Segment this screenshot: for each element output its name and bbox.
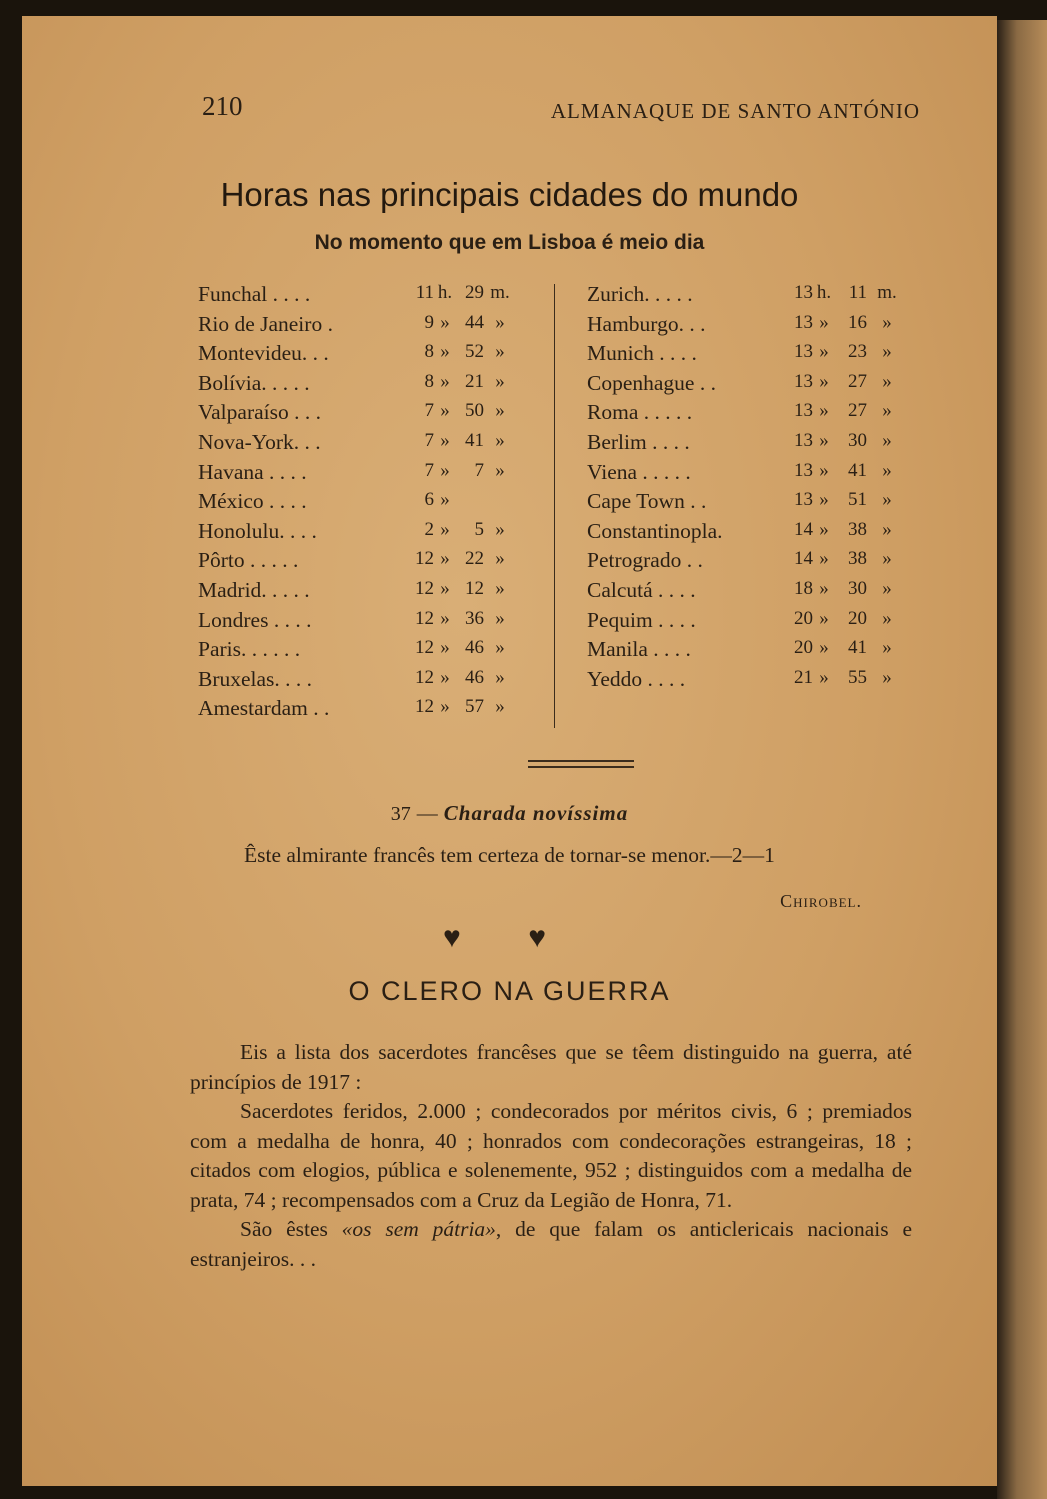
minute-value: 38 [848,548,867,570]
city-name: Paris. . . . . . [198,637,301,662]
minute-value: 30 [848,577,867,599]
time-row [198,519,543,549]
minute-unit: » [882,637,892,659]
puzzle-heading [22,801,997,826]
city-name: Berlim . . . . [587,429,690,454]
minute-value: 27 [848,400,867,422]
hour-value: 13 [794,429,813,451]
hour-value: 12 [415,696,434,718]
hour-unit: » [440,400,450,422]
minute-unit: » [882,489,892,511]
hour-unit: » [440,577,450,599]
time-row [198,637,543,667]
minute-unit: » [495,341,505,363]
paragraph-1: Eis a lista dos sacerdotes francêses que se têem distinguido na guerra, até princípios de 1917 : [190,1040,912,1094]
city-name: Pôrto . . . . . [198,548,299,573]
city-name: Londres . . . . [198,607,312,632]
minute-unit: » [495,400,505,422]
minute-unit: » [495,311,505,333]
minute-unit: m. [877,282,897,303]
hour-unit: » [819,311,829,333]
hour-unit: » [819,548,829,570]
paragraph-3-end: , de que falam os anticlericais nacionais e estranjeiros. . . [190,1217,912,1271]
city-name: Honolulu. . . . [198,518,317,543]
city-name: Munich . . . . [587,341,697,366]
hour-value: 18 [794,577,813,599]
hour-value: 12 [415,577,434,599]
paragraph-3-quote: «os sem pátria» [341,1217,496,1241]
hour-unit: » [819,637,829,659]
city-name: Amestardam . . [198,696,330,721]
time-row [587,460,952,490]
hour-value: 14 [794,548,813,570]
hour-value: 12 [415,607,434,629]
clero-section-title: O CLERO NA GUERRA [348,976,671,1006]
minute-unit: » [495,429,505,451]
time-row [587,519,952,549]
minute-unit: » [495,637,505,659]
hour-value: 8 [424,370,434,392]
hours-section-subtitle: No momento que em Lisboa é meio dia [314,231,705,254]
minute-value: 20 [848,607,867,629]
minute-value: 41 [848,459,867,481]
minute-unit: » [495,548,505,570]
minute-value: 41 [848,637,867,659]
book-page [22,16,997,1486]
minute-unit: » [495,666,505,688]
hour-unit: » [819,518,829,540]
hours-section-title: Horas nas principais cidades do mundo [220,176,799,213]
adjacent-page-edge [997,20,1047,1499]
minute-value: 36 [465,607,484,629]
puzzle-text: Êste almirante francês tem certeza de tornar-se menor.—2—1 [244,843,775,867]
minute-value: 41 [465,429,484,451]
minute-value: 30 [848,429,867,451]
minute-value: 11 [848,282,867,303]
minute-value: 57 [465,696,484,718]
minute-value: 52 [465,341,484,363]
page-header [202,91,920,131]
city-name: Cape Town . . [587,489,707,514]
city-name: Calcutá . . . . [587,577,696,602]
hour-unit: » [440,429,450,451]
hour-unit: » [440,637,450,659]
time-row [198,578,543,608]
hour-unit: » [440,370,450,392]
hour-unit: » [440,548,450,570]
minute-value: 55 [848,666,867,688]
section-separator [528,760,634,768]
time-row [587,282,952,312]
time-row [587,667,952,697]
minute-value: 12 [465,577,484,599]
hour-unit: » [440,459,450,481]
column-divider [554,284,555,728]
time-row [587,341,952,371]
city-name: Copenhague . . [587,370,716,395]
minute-unit: » [882,429,892,451]
minute-value: 23 [848,341,867,363]
hour-value: 8 [424,341,434,363]
hour-unit: h. [437,282,453,303]
hour-value: 20 [794,607,813,629]
minute-unit: » [882,607,892,629]
time-row [587,371,952,401]
time-row [198,608,543,638]
hour-value: 12 [415,637,434,659]
minute-value: 38 [848,518,867,540]
minute-value: 29 [465,282,484,303]
hour-value: 13 [794,459,813,481]
city-name: Havana . . . . [198,459,307,484]
minute-value: 22 [465,548,484,570]
time-row [198,371,543,401]
time-row [198,696,543,726]
hour-value: 13 [794,282,813,303]
hour-value: 7 [424,429,434,451]
hour-unit: » [819,370,829,392]
time-row [198,548,543,578]
city-name: Manila . . . . [587,637,691,662]
minute-value: 46 [465,666,484,688]
hour-unit: » [440,666,450,688]
minute-value: 44 [465,311,484,333]
time-row [198,667,543,697]
minute-unit: » [495,607,505,629]
hour-unit: » [819,607,829,629]
time-row [198,460,543,490]
minute-value: 27 [848,370,867,392]
hour-value: 21 [794,666,813,688]
minute-unit: » [882,341,892,363]
hour-value: 13 [794,341,813,363]
hour-unit: » [819,666,829,688]
paragraph-3 [190,1215,912,1274]
city-name: México . . . . [198,489,307,514]
city-name: Bruxelas. . . . [198,666,313,691]
time-row [587,578,952,608]
time-row [587,312,952,342]
puzzle-title: Charada novíssima [443,801,629,825]
minute-unit: » [495,518,505,540]
minute-value: 51 [848,489,867,511]
time-row [198,312,543,342]
minute-value: 5 [474,518,484,540]
hour-value: 13 [794,489,813,511]
hour-value: 2 [424,518,434,540]
city-name: Zurich. . . . . [587,282,693,306]
minute-value: 50 [465,400,484,422]
minute-unit: » [882,459,892,481]
minute-unit: » [882,400,892,422]
city-name: Constantinopla. [587,518,723,543]
time-row [587,608,952,638]
running-title: ALMANAQUE DE SANTO ANTÓNIO [550,99,920,123]
hour-unit: » [819,429,829,451]
time-row [198,400,543,430]
hour-value: 12 [415,548,434,570]
city-name: Bolívia. . . . . [198,370,310,395]
hour-unit: » [819,489,829,511]
city-name: Roma . . . . . [587,400,693,425]
time-row [198,341,543,371]
times-column-left [198,282,543,726]
minute-value: 7 [474,459,484,481]
city-name: Montevideu. . . [198,341,329,366]
minute-unit: » [495,696,505,718]
minute-unit: m. [490,282,510,303]
hour-unit: » [440,607,450,629]
city-name: Pequim . . . . [587,607,696,632]
hour-value: 14 [794,518,813,540]
minute-unit: » [495,459,505,481]
hour-value: 12 [415,666,434,688]
hour-unit: » [440,341,450,363]
city-name: Nova-York. . . [198,429,321,454]
city-name: Hamburgo. . . [587,311,706,336]
time-row [587,548,952,578]
hour-unit: h. [816,282,832,303]
hour-unit: » [819,341,829,363]
hour-unit: » [819,577,829,599]
hour-value: 7 [424,400,434,422]
paragraph-2: Sacerdotes feridos, 2.000 ; condecorados por méritos civis, 6 ; premiados com a medalha de honra, 40 ; honrados com condecorações estrangeiras, 18 ; citados com elogios, pública e solenemente, 952 ; distinguidos com a medalha de prata, 74 ; recompensados com a Cruz da Legião de Honra, 71. [190,1099,912,1212]
city-name: Valparaíso . . . [198,400,321,425]
hour-unit: » [819,400,829,422]
hour-value: 9 [424,311,434,333]
hour-value: 13 [794,400,813,422]
hour-value: 13 [794,311,813,333]
minute-unit: » [882,518,892,540]
time-row [198,282,543,312]
page-number: 210 [202,91,243,121]
hour-value: 7 [424,459,434,481]
puzzle-author: Chirobel. [780,891,862,911]
minute-value: 46 [465,637,484,659]
time-row [587,430,952,460]
time-row [198,489,543,519]
time-row [198,430,543,460]
city-name: Madrid. . . . . [198,577,310,602]
minute-unit: » [882,666,892,688]
time-row [587,489,952,519]
hour-value: 6 [424,489,434,511]
minute-unit: » [495,577,505,599]
hour-value: 20 [794,637,813,659]
hour-unit: » [440,518,450,540]
minute-unit: » [882,311,892,333]
hour-value: 11 [415,282,434,303]
hour-unit: » [440,696,450,718]
puzzle-dash: — [416,801,438,825]
puzzle-number: 37 [390,803,411,825]
paragraph-3-start: São êstes [240,1217,342,1241]
minute-unit: » [882,548,892,570]
city-name: Petrogrado . . [587,548,703,573]
time-row [587,400,952,430]
city-name: Yeddo . . . . [587,666,686,691]
minute-value: 16 [848,311,867,333]
minute-unit: » [882,577,892,599]
hour-unit: » [819,459,829,481]
clero-body [190,1038,912,1274]
hour-value: 13 [794,370,813,392]
minute-unit: » [495,370,505,392]
times-column-right [587,282,952,696]
city-name: Funchal . . . . [198,282,311,306]
minute-unit: » [882,370,892,392]
minute-value: 21 [465,370,484,392]
hour-unit: » [440,489,450,511]
ornament-icons: ♥ ♥ [442,921,577,954]
hour-unit: » [440,311,450,333]
time-row [587,637,952,667]
city-name: Viena . . . . . [587,459,691,484]
city-name: Rio de Janeiro . [198,311,333,336]
